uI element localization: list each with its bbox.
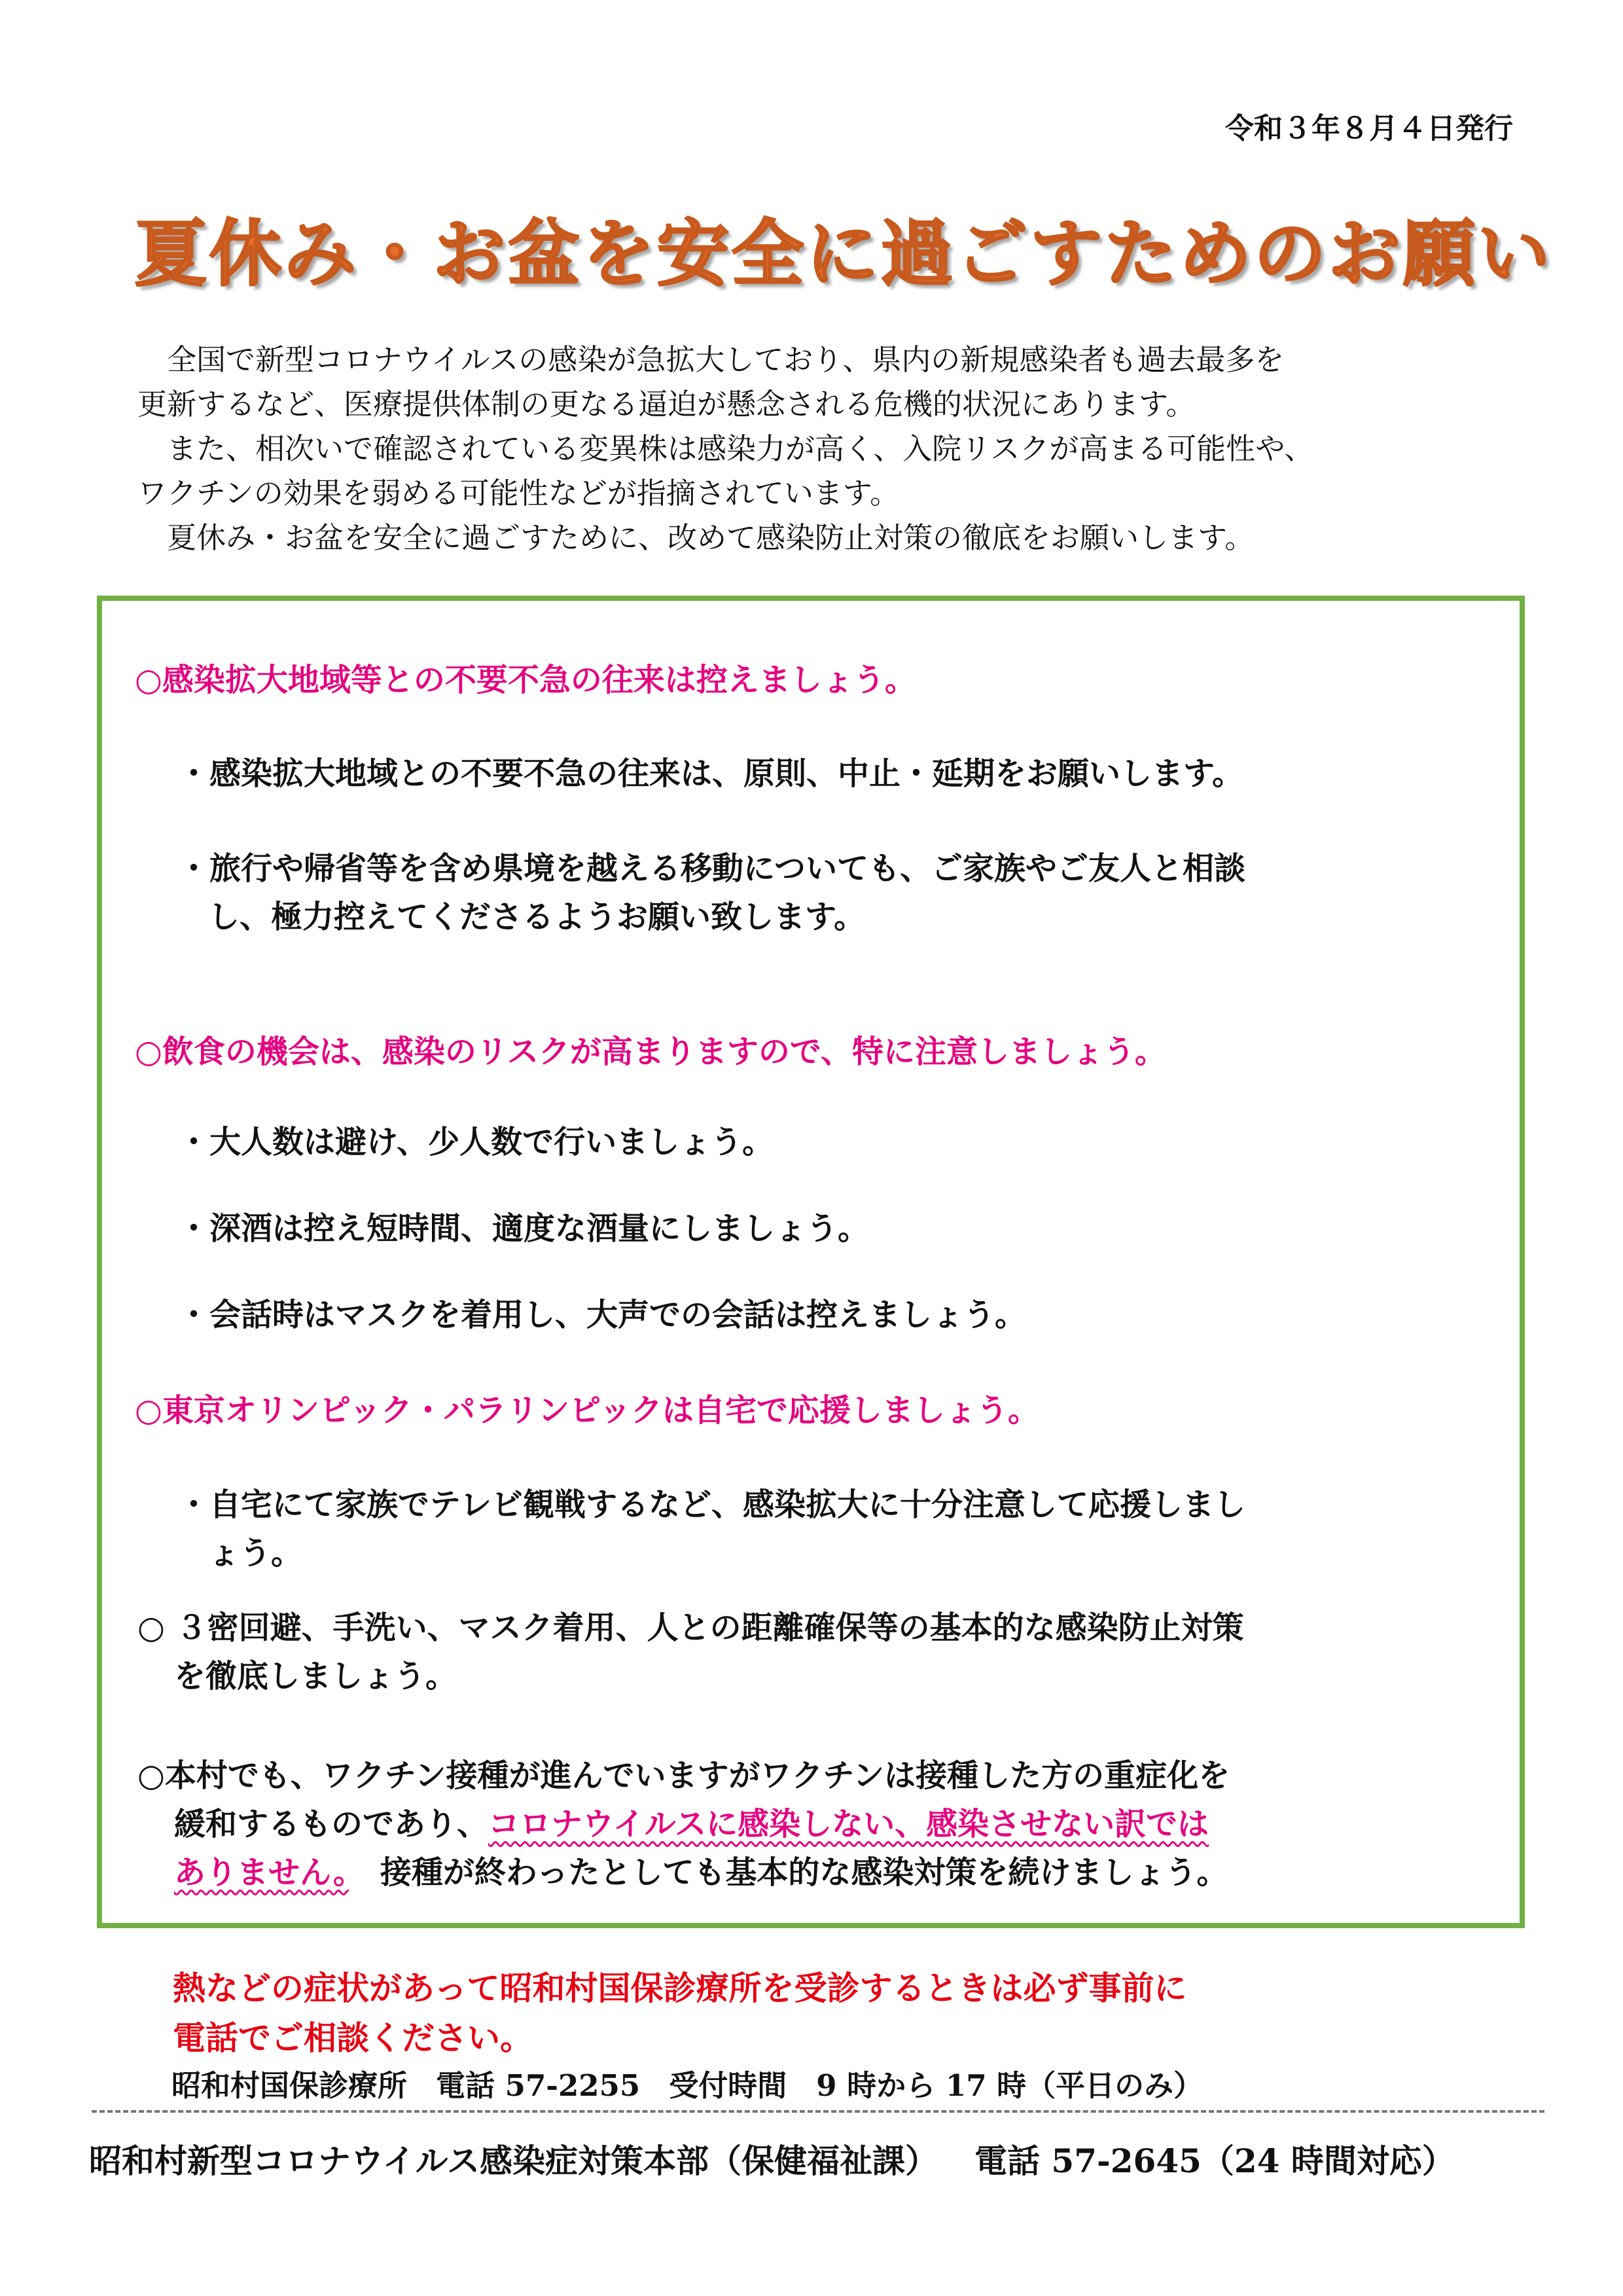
issue-date: 令和３年８月４日発行 <box>1225 112 1513 145</box>
intro-line: 全国で新型コロナウイルスの感染が急拡大しており、県内の新規感染者も過去最多を <box>137 342 1285 377</box>
intro-line: 夏休み・お盆を安全に過ごすために、改めて感染防止対策の徹底をお願いします。 <box>137 520 1255 555</box>
intro-paragraph <box>137 338 1313 560</box>
travel-bullet <box>178 844 1245 941</box>
intro-line: また、相次いで確認されている変異株は感染力が高く、入院リスクが高まる可能性や、 <box>137 431 1314 466</box>
footer-phone: 電話 57-2645（24 時間対応） <box>974 2142 1455 2180</box>
item-text: 緩和するものであり、 <box>174 1806 489 1842</box>
bullet-text: ・自宅にて家族でテレビ観戦するなど、感染拡大に十分注意して応援しまし <box>178 1486 1246 1523</box>
dining-bullet <box>178 1118 774 1166</box>
travel-bullet <box>178 749 1243 798</box>
clinic-phone: 電話 57-2255 <box>436 2068 641 2103</box>
clinic-hours: 受付時間 9 時から 17 時（平日のみ） <box>669 2068 1204 2103</box>
footer-office: 昭和村新型コロナウイルス感染症対策本部（保健福祉課） <box>89 2142 938 2180</box>
bullet-text: ・大人数は避け、少人数で行いましょう。 <box>178 1124 774 1160</box>
intro-line: 更新するなど、医療提供体制の更なる逼迫が懸念される危機的状況にあります。 <box>137 387 1196 422</box>
clinic-name: 昭和村国保診療所 <box>171 2068 408 2103</box>
footer-contact <box>89 2135 1491 2182</box>
clinic-info <box>171 2062 1232 2104</box>
intro-line: ワクチンの効果を弱める可能性などが指摘されています。 <box>137 476 900 511</box>
item-text: 接種が終わったとしても基本的な感染対策を続けましょう。 <box>348 1854 1228 1891</box>
dashed-divider <box>92 2110 1544 2113</box>
bullet-text: ・旅行や帰省等を含め県境を越える移動についても、ご家族やご友人と相談 <box>178 850 1246 887</box>
emphasized-text: ありません。 <box>174 1854 349 1891</box>
bullet-text: ・感染拡大地域との不要不急の往来は、原則、中止・延期をお願いします。 <box>178 755 1244 792</box>
dining-heading: ○飲食の機会は、感染のリスクが高まりますので、特に注意しましょう。 <box>135 1033 1166 1070</box>
olympics-heading: ○東京オリンピック・パラリンピックは自宅で応援しましょう。 <box>135 1392 1040 1429</box>
bullet-text: ・会話時はマスクを着用し、大声での会話は控えましょう。 <box>178 1297 1027 1333</box>
page-title: 夏休み・お盆を安全に過ごすためのお願い <box>135 212 1552 296</box>
consult-line: 熱などの症状があって昭和村国保診療所を受診するときは必ず事前に <box>173 1969 1187 2007</box>
consult-line: 電話でご相談ください。 <box>173 2018 533 2057</box>
item-text: を徹底しましょう。 <box>174 1658 457 1695</box>
travel-heading: ○感染拡大地域等との不要不急の往来は控えましょう。 <box>135 662 916 698</box>
dining-bullet <box>178 1204 869 1253</box>
emphasized-text: コロナウイルスに感染しない、感染させない訳では <box>488 1806 1209 1842</box>
item-text: ○ ３密回避、手洗い、マスク着用、人との距離確保等の基本的な感染防止対策 <box>137 1609 1244 1646</box>
bullet-text: ・深酒は控え短時間、適度な酒量にしましょう。 <box>178 1210 870 1247</box>
item-text: ○本村でも、ワクチン接種が進んでいますがワクチンは接種した方の重症化を <box>137 1757 1230 1794</box>
basic-measures-item <box>137 1604 1244 1700</box>
bullet-text: し、極力控えてくださるようお願い致します。 <box>208 899 866 935</box>
dining-bullet <box>178 1291 1026 1339</box>
vaccine-item <box>137 1751 1230 1897</box>
consult-notice <box>173 1964 1187 2063</box>
bullet-text: ょう。 <box>208 1535 303 1571</box>
olympics-bullet <box>178 1480 1245 1577</box>
